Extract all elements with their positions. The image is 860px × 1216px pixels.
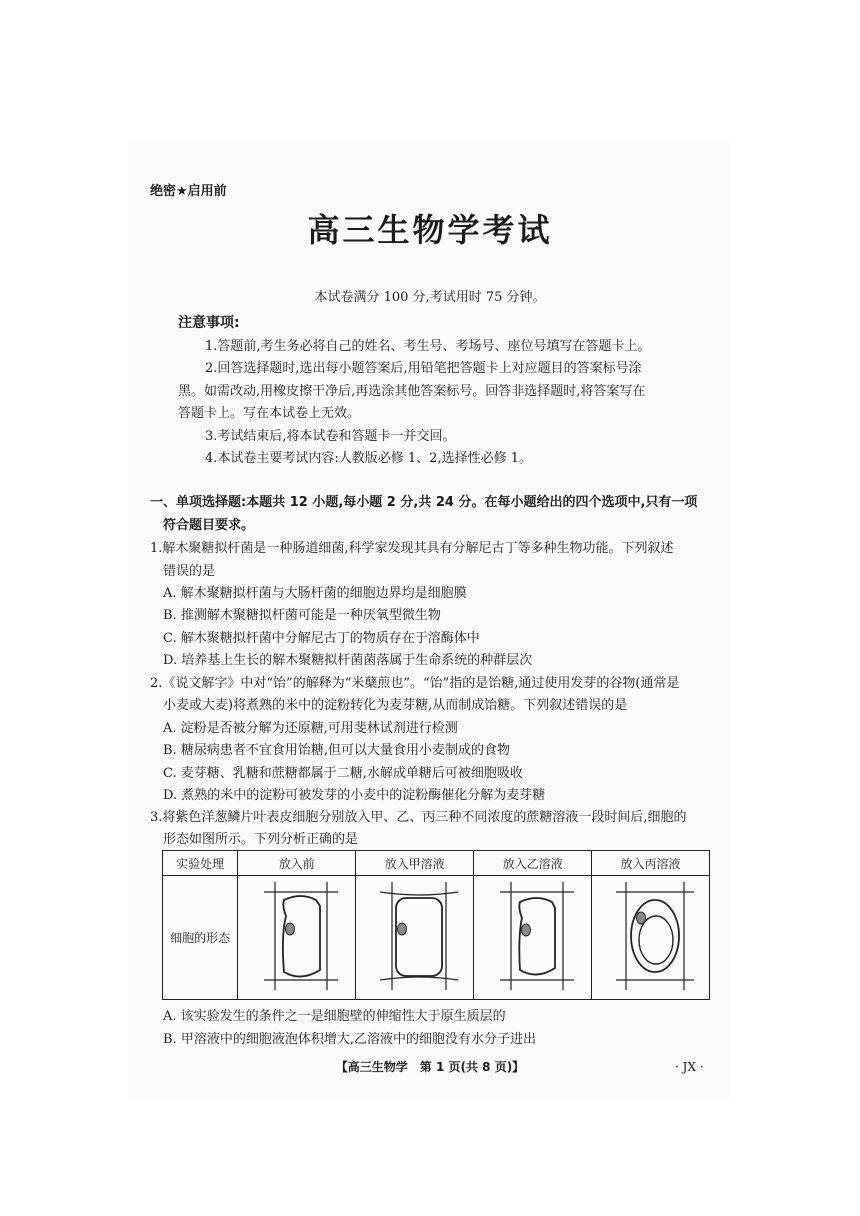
q1-option-b: B. 推测解木聚糖拟杆菌可能是一种厌氧型微生物 <box>163 608 441 623</box>
q1-option-c: C. 解木聚糖拟杆菌中分解尼古丁的物质存在于溶酶体中 <box>163 631 480 646</box>
notice-line: 答题卡上。写在本试卷上无效。 <box>178 406 361 421</box>
section-heading-cont: 符合题目要求。 <box>163 518 255 533</box>
confidential-label: 绝密★启用前 <box>150 184 227 199</box>
section-heading: 一、单项选择题:本题共 12 小题,每小题 2 分,共 24 分。在每小题给出的四个选项中,只有一项 <box>150 495 698 510</box>
exam-subtitle: 本试卷满分 100 分,考试用时 75 分钟。 <box>314 290 546 305</box>
q2-option-d: D. 煮熟的米中的淀粉可被发芽的小麦中的淀粉酶催化分解为麦芽糖 <box>163 788 546 803</box>
cell-jia-illustration <box>360 876 470 996</box>
q3-stem: 3.将紫色洋葱鳞片叶表皮细胞分别放入甲、乙、丙三种不同浓度的蔗糖溶液一段时间后,细胞的 <box>150 810 687 825</box>
table-header-before: 放入前 <box>238 851 356 876</box>
cell-diagram-bing <box>592 876 710 1000</box>
q2-stem-cont: 小麦或大麦)将煮熟的米中的淀粉转化为麦芽糖,从而制成饴糖。下列叙述错误的是 <box>163 698 628 713</box>
notice-line: 1.答题前,考生务必将自己的姓名、考生号、考场号、座位号填写在答题卡上。 <box>205 339 651 354</box>
cell-before-illustration <box>242 876 352 996</box>
q1-stem-cont: 错误的是 <box>163 564 216 579</box>
notice-line: 4.本试卷主要考试内容:人教版必修 1、2,选择性必修 1。 <box>205 451 532 466</box>
q3-stem-cont: 形态如图所示。下列分析正确的是 <box>163 832 359 847</box>
table-header-solution-yi: 放入乙溶液 <box>474 851 592 876</box>
q2-option-a: A. 淀粉是否被分解为还原糖,可用斐林试剂进行检测 <box>163 721 458 736</box>
q1-option-a: A. 解木聚糖拟杆菌与大肠杆菌的细胞边界均是细胞膜 <box>163 586 467 601</box>
q3-option-a: A. 该实验发生的条件之一是细胞壁的伸缩性大于原生质层的 <box>163 1009 506 1024</box>
exam-title: 高三生物学考试 <box>307 211 553 249</box>
notice-line: 黑。如需改动,用橡皮擦干净后,再选涂其他答案标号。回答非选择题时,将答案写在 <box>178 384 646 399</box>
q1-option-d: D. 培养基上生长的解木聚糖拟杆菌菌落属于生命系统的种群层次 <box>163 653 533 668</box>
cell-diagram-jia <box>356 876 474 1000</box>
q2-option-b: B. 糖尿病患者不宜食用饴糖,但可以大量食用小麦制成的食物 <box>163 743 510 758</box>
notice-line: 2.回答选择题时,选出每小题答案后,用铅笔把答题卡上对应题目的答案标号涂 <box>205 361 642 376</box>
notice-heading: 注意事项: <box>178 315 240 331</box>
page-footer: 【高三生物学 第 1 页(共 8 页)】 <box>335 1060 525 1074</box>
cell-diagram-yi <box>474 876 592 1000</box>
table-header-treatment: 实验处理 <box>163 851 238 876</box>
cell-diagram-before <box>238 876 356 1000</box>
cell-morphology-table <box>162 850 710 1000</box>
table-header-solution-bing: 放入丙溶液 <box>592 851 710 876</box>
cell-yi-illustration <box>478 876 588 996</box>
q1-stem: 1.解木聚糖拟杆菌是一种肠道细菌,科学家发现其具有分解尼古丁等多种生物功能。下列叙述 <box>150 541 674 556</box>
footer-code: · JX · <box>675 1060 704 1074</box>
q2-option-c: C. 麦芽糖、乳糖和蔗糖都属于二糖,水解成单糖后可被细胞吸收 <box>163 766 523 781</box>
cell-bing-illustration <box>596 876 706 996</box>
q3-option-b: B. 甲溶液中的细胞液泡体积增大,乙溶液中的细胞没有水分子进出 <box>163 1032 536 1047</box>
table-header-solution-jia: 放入甲溶液 <box>356 851 474 876</box>
q2-stem: 2.《说文解字》中对“饴”的解释为“米蘖煎也”。“饴”指的是饴糖,通过使用发芽的谷物(通常是 <box>150 676 680 691</box>
notice-line: 3.考试结束后,将本试卷和答题卡一并交回。 <box>205 429 456 444</box>
table-row-label: 细胞的形态 <box>163 876 238 1000</box>
